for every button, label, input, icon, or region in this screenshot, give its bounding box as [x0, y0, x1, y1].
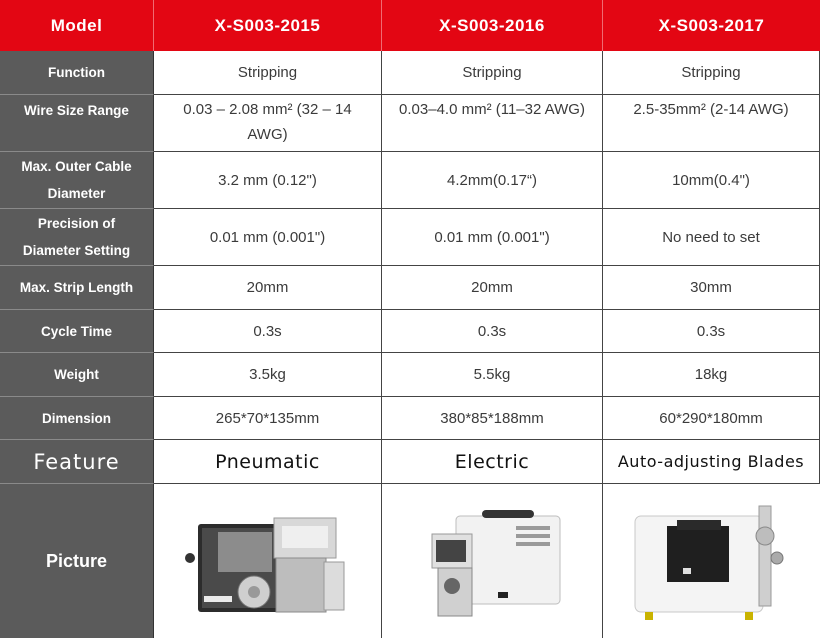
value-wire-size-2016: 0.03–4.0 mm² (11–32 AWG) [382, 95, 603, 152]
pneumatic-stripper-image [154, 484, 382, 638]
value-feature-2015: Pneumatic [154, 440, 382, 484]
value-precision-2016: 0.01 mm (0.001") [382, 209, 603, 266]
auto-blade-stripper-image [603, 484, 820, 638]
value-outer-diameter-2017: 10mm(0.4") [603, 152, 820, 209]
value-cycle-time-2016: 0.3s [382, 310, 603, 353]
value-outer-diameter-2016: 4.2mm(0.17“) [382, 152, 603, 209]
row-label-function: Function [0, 51, 154, 95]
value-wire-size-2017: 2.5-35mm² (2-14 AWG) [603, 95, 820, 152]
value-feature-2016: Electric [382, 440, 603, 484]
value-dimension-2017: 60*290*180mm [603, 397, 820, 440]
value-feature-2017: Auto-adjusting Blades [603, 440, 820, 484]
value-strip-length-2015: 20mm [154, 266, 382, 310]
header-model-2015: X-S003-2015 [154, 0, 382, 51]
value-cycle-time-2015: 0.3s [154, 310, 382, 353]
value-strip-length-2017: 30mm [603, 266, 820, 310]
row-label-cycle-time: Cycle Time [0, 310, 154, 353]
row-label-precision: Precision of Diameter Setting [0, 209, 154, 266]
row-label-dimension: Dimension [0, 397, 154, 440]
row-label-wire-size: Wire Size Range [0, 95, 154, 152]
value-dimension-2015: 265*70*135mm [154, 397, 382, 440]
electric-stripper-image [382, 484, 603, 638]
header-model-2016: X-S003-2016 [382, 0, 603, 51]
header-model-label: Model [0, 0, 154, 51]
value-weight-2016: 5.5kg [382, 353, 603, 397]
row-label-strip-length: Max. Strip Length [0, 266, 154, 310]
value-function-2016: Stripping [382, 51, 603, 95]
value-outer-diameter-2015: 3.2 mm (0.12") [154, 152, 382, 209]
header-model-2017: X-S003-2017 [603, 0, 820, 51]
row-label-feature: Feature [0, 440, 154, 484]
row-label-picture: Picture [0, 484, 154, 638]
value-precision-2017: No need to set [603, 209, 820, 266]
value-wire-size-2015: 0.03 – 2.08 mm² (32 – 14 AWG) [154, 95, 382, 152]
row-label-weight: Weight [0, 353, 154, 397]
value-cycle-time-2017: 0.3s [603, 310, 820, 353]
value-strip-length-2016: 20mm [382, 266, 603, 310]
value-dimension-2016: 380*85*188mm [382, 397, 603, 440]
value-function-2017: Stripping [603, 51, 820, 95]
value-weight-2017: 18kg [603, 353, 820, 397]
value-weight-2015: 3.5kg [154, 353, 382, 397]
value-precision-2015: 0.01 mm (0.001") [154, 209, 382, 266]
value-function-2015: Stripping [154, 51, 382, 95]
row-label-outer-diameter: Max. Outer Cable Diameter [0, 152, 154, 209]
